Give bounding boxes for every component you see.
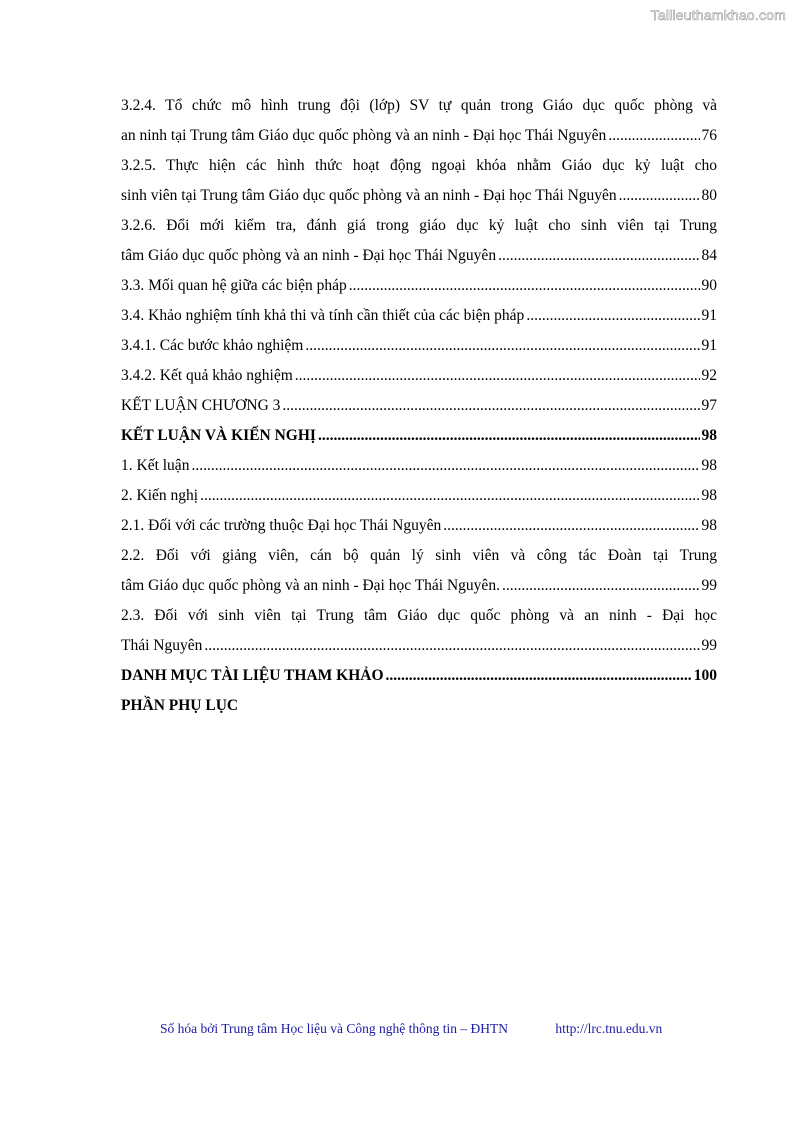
toc-entry-title-cont: Thái Nguyên	[121, 637, 203, 654]
toc-page-number: 91	[701, 337, 717, 354]
toc-page-number: 98	[701, 487, 717, 504]
dot-leader	[498, 241, 699, 271]
toc-page-number: 98	[701, 517, 717, 534]
dot-leader	[349, 271, 700, 301]
toc-entry-title: 2.2. Đối với giảng viên, cán bộ quản lý sinh viên và công tác Đoàn tại Trung	[121, 547, 717, 564]
toc-entry	[121, 361, 717, 391]
toc-entry	[121, 391, 717, 421]
toc-entry	[121, 151, 717, 211]
toc-entry	[121, 271, 717, 301]
toc-entry	[121, 481, 717, 511]
dot-leader	[318, 421, 700, 451]
toc-entry	[121, 211, 717, 271]
toc-entry-line	[121, 571, 717, 601]
toc-entry-line	[121, 121, 717, 151]
toc-entry	[121, 511, 717, 541]
footer-credit: Số hóa bởi Trung tâm Học liệu và Công nghệ thông tin – ĐHTN	[160, 1021, 509, 1036]
toc-entry-line	[121, 631, 717, 661]
dot-leader	[295, 361, 700, 391]
toc-page-number: 92	[701, 367, 717, 384]
toc-entry-title-cont: tâm Giáo dục quốc phòng và an ninh - Đại học Thái Nguyên.	[121, 577, 500, 594]
watermark-text: Tailieuthamkhao.com	[650, 7, 786, 23]
dot-leader	[191, 451, 699, 481]
table-of-contents	[121, 91, 717, 721]
toc-entry	[121, 91, 717, 151]
toc-page-number: 99	[701, 577, 717, 594]
toc-entry-title: KẾT LUẬN VÀ KIẾN NGHỊ	[121, 427, 316, 444]
toc-entry	[121, 421, 717, 451]
dot-leader	[305, 331, 699, 361]
toc-page-number: 99	[701, 637, 717, 654]
toc-entry-title: PHẦN PHỤ LỤC	[121, 697, 239, 714]
toc-page-number: 91	[701, 307, 717, 324]
toc-page-number: 98	[701, 427, 717, 444]
toc-entry-title: 3.2.4. Tổ chức mô hình trung đội (lớp) SV tự quản trong Giáo dục quốc phòng và	[121, 97, 717, 114]
toc-page-number: 100	[693, 667, 717, 684]
toc-entry-title: 3.3. Mối quan hệ giữa các biện pháp	[121, 277, 347, 294]
toc-entry	[121, 331, 717, 361]
toc-entry	[121, 451, 717, 481]
toc-entry-title: DANH MỤC TÀI LIỆU THAM KHẢO	[121, 667, 384, 684]
toc-entry-title: 1. Kết luận	[121, 457, 190, 474]
toc-entry	[121, 661, 717, 691]
dot-leader	[619, 181, 700, 211]
toc-page-number: 80	[701, 187, 717, 204]
dot-leader	[282, 391, 699, 421]
toc-page-number: 90	[701, 277, 717, 294]
dot-leader	[443, 511, 699, 541]
toc-entry-line	[121, 181, 717, 211]
toc-entry	[121, 541, 717, 601]
toc-entry-title-cont: tâm Giáo dục quốc phòng và an ninh - Đại học Thái Nguyên	[121, 247, 497, 264]
dot-leader	[608, 121, 699, 151]
toc-entry-title: 3.4.2. Kết quả khảo nghiệm	[121, 367, 293, 384]
toc-entry	[121, 601, 717, 661]
toc-entry-title: 3.4.1. Các bước khảo nghiệm	[121, 337, 304, 354]
toc-page-number: 84	[701, 247, 717, 264]
toc-entry-title: KẾT LUẬN CHƯƠNG 3	[121, 397, 281, 414]
dot-leader	[386, 661, 692, 691]
toc-page-number: 76	[701, 127, 717, 144]
toc-entry-title: 2.1. Đối với các trường thuộc Đại học Thái Nguyên	[121, 517, 442, 534]
toc-page-number: 97	[701, 397, 717, 414]
toc-entry-line	[121, 241, 717, 271]
toc-entry-title: 2.3. Đối với sinh viên tại Trung tâm Giáo dục quốc phòng và an ninh - Đại học	[121, 607, 717, 624]
page-footer	[160, 1021, 662, 1037]
dot-leader	[526, 301, 699, 331]
dot-leader	[502, 571, 700, 601]
dot-leader	[204, 631, 699, 661]
dot-leader	[200, 481, 699, 511]
toc-entry	[121, 301, 717, 331]
toc-entry-title: 3.2.6. Đổi mới kiểm tra, đánh giá trong giáo dục kỷ luật cho sinh viên tại Trung	[121, 217, 717, 234]
toc-entry-title: 3.4. Khảo nghiệm tính khả thi và tính cần thiết của các biện pháp	[121, 307, 525, 324]
toc-entry-title-cont: sinh viên tại Trung tâm Giáo dục quốc phòng và an ninh - Đại học Thái Nguyên	[121, 187, 617, 204]
footer-url: http://lrc.tnu.edu.vn	[555, 1021, 663, 1036]
toc-entry-title: 2. Kiến nghị	[121, 487, 199, 504]
toc-entry-title: 3.2.5. Thực hiện các hình thức hoạt động ngoại khóa nhằm Giáo dục kỷ luật cho	[121, 157, 717, 174]
toc-entry-title-cont: an ninh tại Trung tâm Giáo dục quốc phòng và an ninh - Đại học Thái Nguyên	[121, 127, 607, 144]
toc-page-number: 98	[701, 457, 717, 474]
